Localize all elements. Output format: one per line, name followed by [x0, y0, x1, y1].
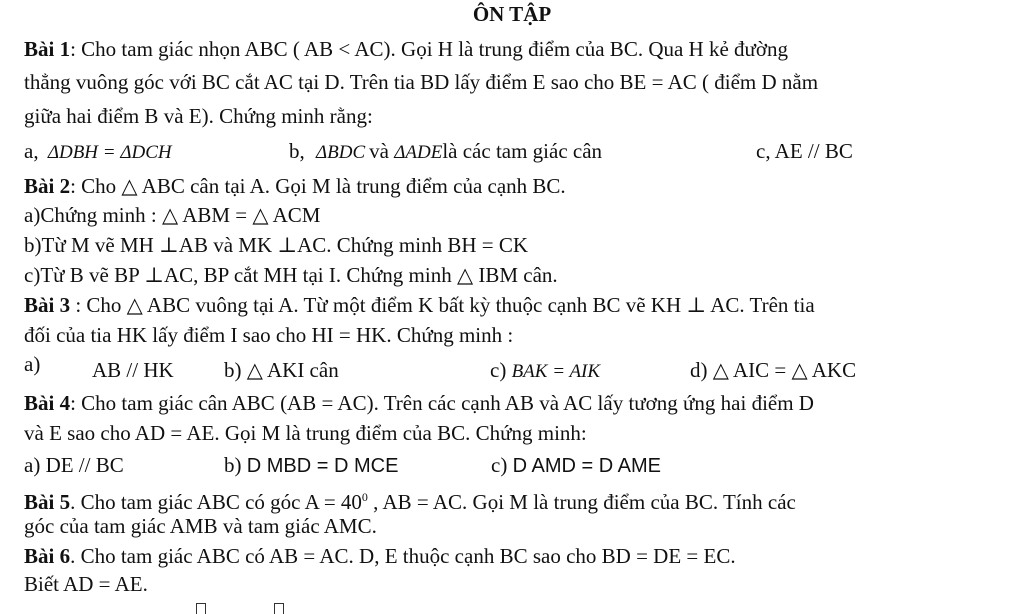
- exercise-2-part-a: a)Chứng minh : △ ABM = △ ACM: [24, 203, 321, 227]
- exercise-4-part-b: b) D MBD = D MCE: [224, 453, 399, 477]
- exercise-4-line-1: Bài 4: Cho tam giác cân ABC (AB = AC). Trên các cạnh AB và AC lấy tương ứng hai điểm D: [24, 391, 814, 415]
- exercise-4-parts: [24, 450, 1016, 480]
- exercise-5-line-1: Bài 5. Cho tam giác ABC có góc $A = 40^0$ , AB = AC. Gọi M là trung điểm của BC. Tính các: [24, 490, 796, 514]
- exercise-3-part-c: c) BAK = AIK: [490, 358, 601, 382]
- page-title: ÔN TẬP: [472, 2, 552, 26]
- exercise-4-line-2: và E sao cho AD = AE. Gọi M là trung điểm của BC. Chứng minh:: [24, 421, 587, 445]
- exercise-1-line-2: thẳng vuông góc với BC cắt AC tại D. Trên tia BD lấy điểm E sao cho BE = AC ( điểm D nằm: [24, 70, 819, 94]
- exercise-4-label: Bài 4: [24, 391, 71, 415]
- exercise-1-label: Bài 1: [24, 37, 71, 61]
- exercise-6-label: Bài 6: [24, 544, 71, 568]
- exercise-2-line-1: Bài 2: Cho △ ABC cân tại A. Gọi M là trung điểm của cạnh BC.: [24, 174, 566, 198]
- exercise-3-line-1: Bài 3 : Cho △ ABC vuông tại A. Từ một điểm K bất kỳ thuộc cạnh BC vẽ KH ⊥ AC. Trên tia: [24, 293, 815, 317]
- exercise-3-part-b: b) △ AKI cân: [224, 358, 339, 382]
- exercise-2-label: Bài 2: [24, 174, 71, 198]
- exercise-2-part-b: b)Từ M vẽ MH ⊥AB và MK ⊥AC. Chứng minh BH = CK: [24, 233, 529, 257]
- exercise-4-part-c: c) D AMD = D AME: [491, 453, 661, 477]
- exercise-5-label: Bài 5: [24, 490, 71, 514]
- exercise-1-part-b: b, ΔBDC và ΔADElà các tam giác cân: [289, 139, 603, 163]
- exercise-6-line-1: Bài 6. Cho tam giác ABC có AB = AC. D, E thuộc cạnh BC sao cho BD = DE = EC.: [24, 544, 736, 568]
- exercise-2-part-c: c)Từ B vẽ BP ⊥AC, BP cắt MH tại I. Chứng minh △ IBM cân.: [24, 263, 558, 287]
- exercise-1-part-c: c, AE // BC: [756, 139, 853, 163]
- exercise-1-line-1: Bài 1: Cho tam giác nhọn ABC ( AB < AC). Gọi H là trung điểm của BC. Qua H kẻ đường: [24, 37, 789, 61]
- exercise-3-part-a-label: a): [24, 352, 41, 376]
- exercise-3-part-d: d) △ AIC = △ AKC: [690, 358, 857, 382]
- exercise-1-parts: [24, 136, 1016, 166]
- exercise-4-part-a: a) DE // BC: [24, 453, 124, 477]
- exercise-6-line-2: Biết AD = AE.: [24, 572, 148, 596]
- exercise-3-parts: [24, 352, 1016, 385]
- cut-off-formula: [180, 600, 340, 614]
- exercise-3-part-a: AB // HK: [92, 358, 174, 382]
- exercise-3-label: Bài 3: [24, 293, 71, 317]
- exercise-5-line-2: góc của tam giác AMB và tam giác AMC.: [24, 514, 377, 538]
- exercise-3-line-2: đối của tia HK lấy điểm I sao cho HI = HK. Chứng minh :: [24, 323, 514, 347]
- exercise-1-part-a: a, ΔDBH = ΔDCH: [24, 139, 172, 163]
- exercise-1-line-3: giữa hai điểm B và E). Chứng minh rằng:: [24, 104, 373, 128]
